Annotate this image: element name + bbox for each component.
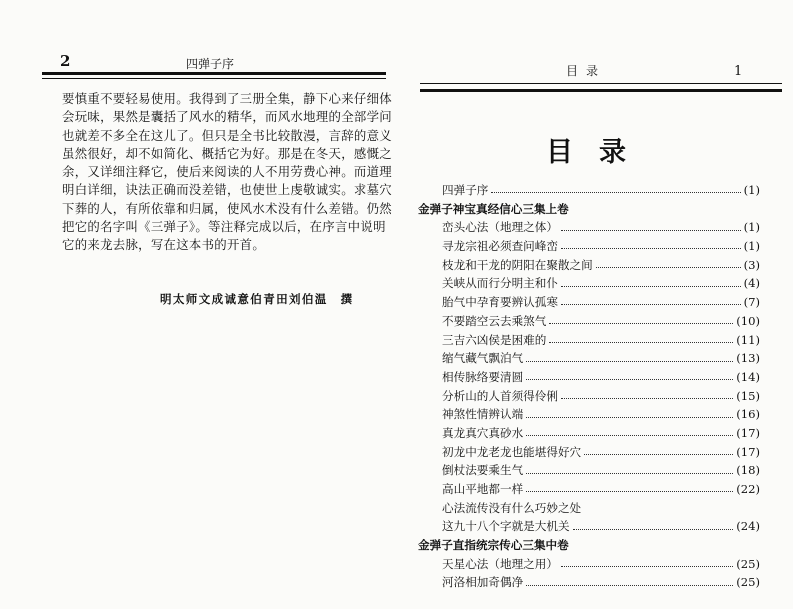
left-page [0,0,396,609]
toc-entry-title: 缩气藏气飘泊气 [442,351,524,366]
toc-entry-title: 这九十八个字就是大机关 [442,519,570,534]
toc-leader-dots [584,454,733,455]
toc-leader-dots [526,379,733,380]
toc-entry [418,331,760,350]
toc-entry-title: 倒杖法要乘生气 [442,463,524,478]
toc-entry [418,480,760,499]
toc-entry-title: 三吉六凶侯是困难的 [442,332,547,347]
toc-entry-title: 河洛相加奇偶净 [442,575,524,590]
toc-page-number: (10) [736,313,760,328]
toc-entry [418,387,760,406]
toc-entry [418,517,760,536]
toc-entry-title: 天星心法（地理之用） [442,556,558,571]
toc-entry-title: 四弹子序 [442,183,489,197]
toc-entry [418,274,760,293]
toc-entry [418,424,760,443]
table-of-contents [418,181,760,592]
toc-leader-dots [491,192,740,193]
toc-entry-title: 枝龙和干龙的阴阳在聚散之间 [442,257,593,272]
toc-leader-dots [526,361,733,362]
toc-entry-title: 金弹子直指统宗传心三集中卷 [418,538,569,553]
toc-entry-title: 真龙真穴真砂水 [442,425,524,440]
toc-entry [418,368,760,387]
toc-entry-title: 分析山的人首须得伶俐 [442,388,558,403]
body-line: 会玩味，果然是囊括了风水的精华，而风水地理的全部学问 [62,109,392,125]
toc-page-number: (1) [743,239,760,254]
toc-entry [418,218,760,237]
body-line: 下葬的人，有所依靠和归属，使风水术没有什么差错。仍然 [62,200,392,216]
toc-entry [418,181,760,200]
toc-section-heading [418,200,760,219]
left-running-title: 四弹子序 [186,57,235,71]
right-running-title: 目录 [566,64,607,78]
toc-leader-dots [561,304,741,305]
toc-entry [418,443,760,462]
toc-leader-dots [526,491,733,492]
toc-leader-dots [561,248,741,249]
toc-entry [418,461,760,480]
toc-leader-dots [561,230,741,231]
toc-entry [418,499,760,518]
toc-entry-title: 寻龙宗祖必须查问峰峦 [442,239,558,254]
toc-leader-dots [561,398,733,399]
toc-entry-title: 胎气中孕育要辨认孤寒 [442,295,558,310]
toc-leader-dots [596,267,741,268]
toc-entry-title: 心法流传没有什么巧妙之处 [442,500,582,515]
header-rule-thick [42,72,386,75]
toc-leader-dots [561,286,741,287]
toc-page-number: (15) [736,388,760,403]
toc-page-number: (17) [736,425,760,440]
author-signature: 明太师文成诚意伯青田刘伯温 撰 [160,292,354,306]
body-line: 余，又详细注释它，使后来阅读的人不用劳费心神。而道理 [62,164,392,180]
toc-leader-dots [549,342,733,343]
toc-page-number: (1) [743,183,760,197]
toc-page-number: (18) [736,463,760,478]
toc-page-number: (13) [736,351,760,366]
toc-leader-dots [549,323,733,324]
toc-section-heading [418,536,760,555]
toc-leader-dots [526,585,733,586]
toc-entry [418,555,760,574]
toc-page-number: (3) [743,257,760,272]
body-line: 把它的名字叫《三弹子》。等注释完成以后，在序言中说明 [62,219,386,235]
toc-page-number: (24) [736,519,760,534]
left-page-number: 2 [60,52,71,70]
toc-page-number: (4) [743,276,760,291]
toc-page-number: (16) [736,407,760,422]
toc-page-number: (11) [736,332,760,347]
body-line: 也就差不多全在这儿了。但只是全书比较散漫，言辞的意义 [62,127,392,143]
toc-entry [418,256,760,275]
toc-entry-title: 关峡从而行分明主和仆 [442,276,558,291]
toc-page-number: (25) [736,575,760,590]
toc-entry-title: 不要踏空云去乘煞气 [442,313,547,328]
body-line: 它的来龙去脉，写在这本书的开首。 [62,237,266,253]
body-line: 要慎重不要轻易使用。我得到了三册全集，静下心来仔细体 [62,91,392,106]
toc-page-number: (25) [736,556,760,571]
toc-entry-title: 峦头心法（地理之体） [442,220,558,235]
right-page-number: 1 [734,64,743,79]
header-rule-thin [420,83,782,84]
toc-leader-dots [526,435,733,436]
right-page [396,0,793,609]
toc-entry [418,293,760,312]
toc-page-number: (14) [736,369,760,384]
toc-page-number: (1) [743,220,760,235]
toc-page-number: (22) [736,482,760,496]
preface-body [62,90,392,255]
toc-entry [418,312,760,331]
toc-entry [418,349,760,368]
toc-entry-title: 相传脉络要清圆 [442,369,524,384]
toc-entry [418,237,760,256]
contents-title: 目录 [546,137,652,168]
header-rule-thick [420,89,782,92]
toc-page-number: (7) [743,295,760,310]
toc-page-number: (17) [736,444,760,459]
toc-entry-title: 高山平地都一样 [442,482,524,496]
toc-entry [418,405,760,424]
toc-leader-dots [561,566,733,567]
toc-entry [418,573,760,592]
header-rule-thin [42,78,386,79]
body-line: 明白详细，诀法正确而没差错，也使世上虔敬诚实。求墓穴 [62,182,392,198]
toc-entry-title: 金弹子神宝真经信心三集上卷 [418,201,569,216]
toc-leader-dots [526,473,733,474]
toc-leader-dots [573,529,734,530]
body-line: 虽然很好，却不如简化、概括它为好。那是在冬天，感慨之 [62,145,392,161]
toc-entry-title: 神煞性情辨认端 [442,407,524,422]
toc-leader-dots [526,417,733,418]
toc-entry-title: 初龙中龙老龙也能堪得好穴 [442,444,582,459]
